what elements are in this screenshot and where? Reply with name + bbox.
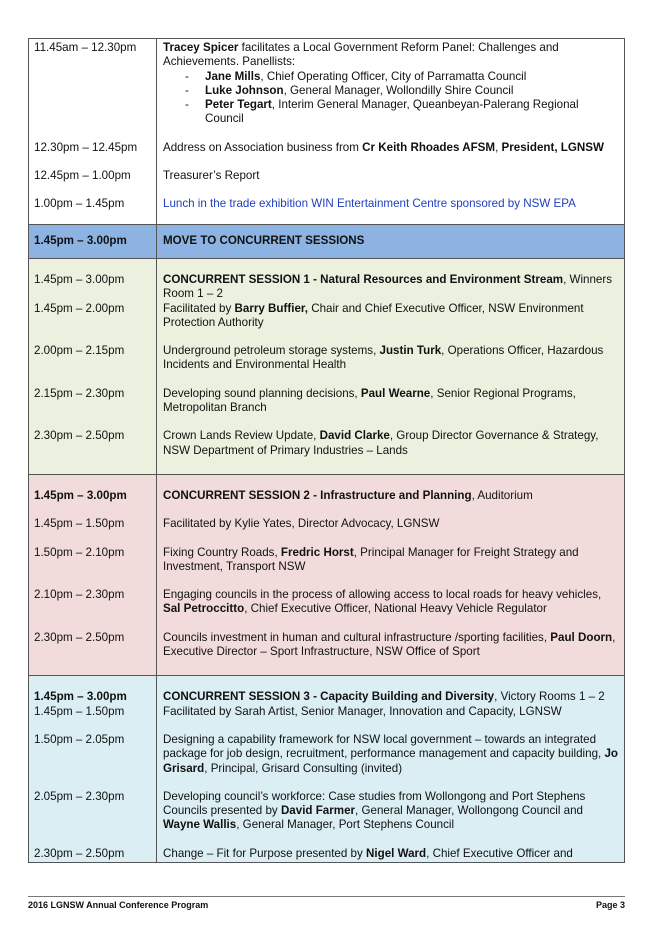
time-cell: 2.30pm – 2.50pm: [29, 415, 157, 474]
time-cell: 1.45pm – 3.00pm: [29, 224, 157, 258]
agenda-row: [29, 503, 625, 531]
agenda-row: [29, 574, 625, 617]
description-cell: Councils investment in human and cultural infrastructure /sporting facilities, Paul Doorn, Executive Director – Sport Infrastructure, NSW Office of Sport: [157, 617, 625, 676]
move-heading: MOVE TO CONCURRENT SESSIONS: [157, 224, 625, 258]
time-cell: 12.45pm – 1.00pm: [29, 155, 157, 183]
panellist-item: - Luke Johnson, General Manager, Wollondilly Shire Council: [185, 84, 618, 98]
agenda-row: [29, 330, 625, 373]
agenda-row: [29, 705, 625, 719]
agenda-row: [29, 776, 625, 833]
time-cell: 1.45pm – 3.00pm: [29, 676, 157, 705]
agenda-row: [29, 833, 625, 863]
agenda-row: [29, 39, 625, 127]
description-cell: Facilitated by Kylie Yates, Director Advocacy, LGNSW: [157, 503, 625, 531]
panellist-list: [163, 70, 618, 127]
session-heading: CONCURRENT SESSION 1 - Natural Resources and Environment Stream, Winners Room 1 – 2: [157, 258, 625, 301]
time-cell: 1.45pm – 1.50pm: [29, 705, 157, 719]
description-cell: Address on Association business from Cr Keith Rhoades AFSM, President, LGNSW: [157, 127, 625, 155]
description-cell: Crown Lands Review Update, David Clarke, Group Director Governance & Strategy, NSW Department of Primary Industries – Lands: [157, 415, 625, 474]
agenda-row: [29, 532, 625, 575]
time-cell: 1.00pm – 1.45pm: [29, 183, 157, 224]
time-cell: 2.30pm – 2.50pm: [29, 833, 157, 863]
description-cell: Engaging councils in the process of allowing access to local roads for heavy vehicles, Sal Petroccitto, Chief Executive Officer, National Heavy Vehicle Regulator: [157, 574, 625, 617]
session-heading: CONCURRENT SESSION 3 - Capacity Building and Diversity, Victory Rooms 1 – 2: [157, 676, 625, 705]
description-cell: Facilitated by Sarah Artist, Senior Manager, Innovation and Capacity, LGNSW: [157, 705, 625, 719]
time-cell: 1.50pm – 2.10pm: [29, 532, 157, 575]
facilitator-name: Tracey Spicer: [163, 41, 239, 54]
time-cell: 1.50pm – 2.05pm: [29, 719, 157, 776]
agenda-row: [29, 183, 625, 224]
time-cell: 1.45pm – 1.50pm: [29, 503, 157, 531]
move-row: [29, 224, 625, 258]
description-cell: Tracey Spicer facilitates a Local Government Reform Panel: Challenges and Achievements. Panellists: - Jane Mills, Chief Operating Officer, City of Parramatta Council - Luke Johnson, General Manager, Wollondilly Shire Council - Peter Tegart, Interim General Manager, Queanbeyan-Palerang Regional Council: [157, 39, 625, 127]
agenda-row: [29, 719, 625, 776]
time-cell: 2.15pm – 2.30pm: [29, 373, 157, 416]
time-cell: 2.30pm – 2.50pm: [29, 617, 157, 676]
agenda-table: [28, 38, 625, 863]
page-footer: [28, 896, 625, 911]
session1-heading-row: [29, 258, 625, 301]
time-cell: 1.45pm – 3.00pm: [29, 258, 157, 301]
footer-title: 2016 LGNSW Annual Conference Program: [28, 900, 209, 910]
lunch-description: Lunch in the trade exhibition WIN Entertainment Centre sponsored by NSW EPA: [157, 183, 625, 224]
panellist-item: - Peter Tegart, Interim General Manager, Queanbeyan-Palerang Regional Council: [185, 98, 618, 127]
agenda-row: [29, 373, 625, 416]
time-cell: 2.05pm – 2.30pm: [29, 776, 157, 833]
agenda-row: [29, 415, 625, 474]
session3-heading-row: [29, 676, 625, 705]
session2-heading-row: [29, 474, 625, 503]
description-cell: Treasurer’s Report: [157, 155, 625, 183]
time-cell: 2.00pm – 2.15pm: [29, 330, 157, 373]
time-cell: 11.45am – 12.30pm: [29, 39, 157, 127]
description-cell: Fixing Country Roads, Fredric Horst, Principal Manager for Freight Strategy and Investment, Transport NSW: [157, 532, 625, 575]
description-cell: Designing a capability framework for NSW local government – towards an integrated package for job design, recruitment, performance management and capacity building, Jo Grisard, Principal, Grisard Consulting (invited): [157, 719, 625, 776]
time-cell: 2.10pm – 2.30pm: [29, 574, 157, 617]
agenda-row: [29, 617, 625, 676]
panellist-item: - Jane Mills, Chief Operating Officer, City of Parramatta Council: [185, 70, 618, 84]
agenda-row: [29, 127, 625, 155]
agenda-row: [29, 155, 625, 183]
description-cell: Developing council’s workforce: Case studies from Wollongong and Port Stephens Councils presented by David Farmer, General Manager, Wollongong Council and Wayne Wallis, General Manager, Port Stephens Council: [157, 776, 625, 833]
session-heading: CONCURRENT SESSION 2 - Infrastructure and Planning, Auditorium: [157, 474, 625, 503]
time-cell: 12.30pm – 12.45pm: [29, 127, 157, 155]
description-cell: Facilitated by Barry Buffier, Chair and Chief Executive Officer, NSW Environment Protection Authority: [157, 302, 625, 331]
time-cell: 1.45pm – 2.00pm: [29, 302, 157, 331]
description-cell: Change – Fit for Purpose presented by Nigel Ward, Chief Executive Officer and: [157, 833, 625, 863]
agenda-row: [29, 302, 625, 331]
description-cell: Underground petroleum storage systems, Justin Turk, Operations Officer, Hazardous Incidents and Environmental Health: [157, 330, 625, 373]
time-cell: 1.45pm – 3.00pm: [29, 474, 157, 503]
page-number: Page 3: [595, 900, 625, 910]
description-cell: Developing sound planning decisions, Paul Wearne, Senior Regional Programs, Metropolitan Branch: [157, 373, 625, 416]
